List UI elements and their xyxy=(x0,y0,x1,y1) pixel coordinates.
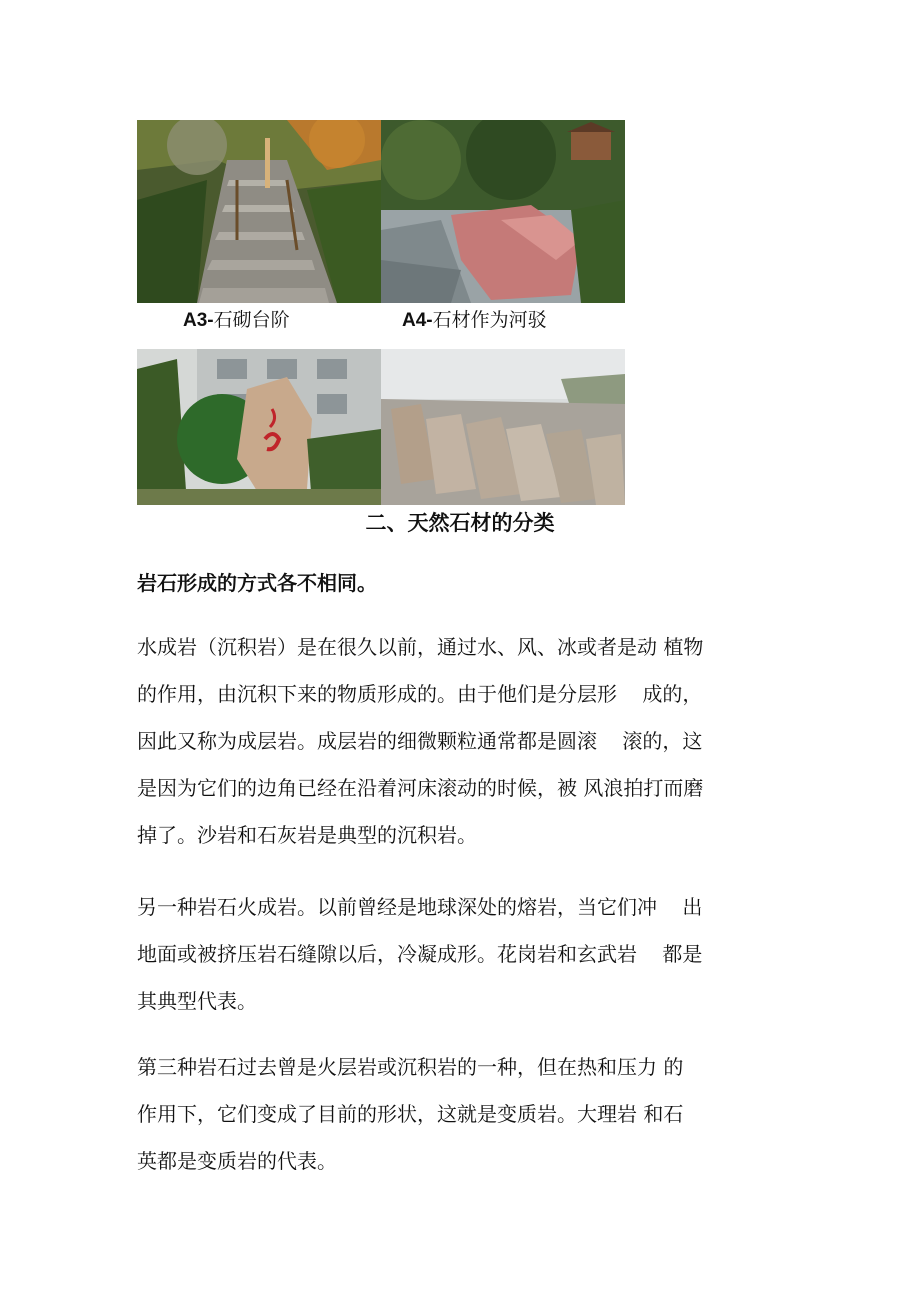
figure-caption-a4 xyxy=(402,306,547,334)
caption-code: A4- xyxy=(402,310,433,331)
caption-text: 石材作为河驳 xyxy=(432,309,547,331)
paragraph-metamorphic xyxy=(137,1052,787,1193)
lead-sentence: 岩石形成的方式各不相同。 xyxy=(137,571,377,595)
caption-text: 石砌台阶 xyxy=(213,309,290,331)
photo-stone-steps xyxy=(137,120,381,303)
section-heading: 二、天然石材的分类 xyxy=(365,511,555,535)
paragraph-line: 掉了。沙岩和石灰岩是典型的沉积岩。 xyxy=(137,823,477,847)
paragraph-line: 英都是变质岩的代表。 xyxy=(137,1149,337,1173)
photo-river-embankment xyxy=(381,120,625,303)
paragraph-igneous xyxy=(137,892,787,1033)
paragraph-line: 是因为它们的边角已经在沿着河床滚动的时候，被 风浪拍打而磨 xyxy=(137,776,704,800)
paragraph-line: 地面或被挤压岩石缝隙以后，冷凝成形。花岗岩和玄武岩 都是 xyxy=(137,942,703,966)
paragraph-line: 第三种岩石过去曾是火层岩或沉积岩的一种，但在热和压力 的 xyxy=(137,1055,684,1079)
photo-engraved-boulder xyxy=(137,349,381,505)
figure-caption-a3 xyxy=(183,306,290,334)
paragraph-line: 水成岩（沉积岩）是在很久以前，通过水、风、冰或者是动 植物 xyxy=(137,635,704,659)
paragraph-line: 因此又称为成层岩。成层岩的细微颗粒通常都是圆滚 滚的，这 xyxy=(137,729,703,753)
paragraph-sedimentary xyxy=(137,632,787,867)
paragraph-line: 作用下，它们变成了目前的形状，这就是变质岩。大理岩 和石 xyxy=(137,1102,684,1126)
paragraph-line: 的作用，由沉积下来的物质形成的。由于他们是分层形 成的， xyxy=(137,682,703,706)
photo-stone-blocks-embankment xyxy=(381,349,625,505)
paragraph-line: 另一种岩石火成岩。以前曾经是地球深处的熔岩，当它们冲 出 xyxy=(137,895,703,919)
caption-code: A3- xyxy=(183,310,214,331)
paragraph-line: 其典型代表。 xyxy=(137,989,257,1013)
